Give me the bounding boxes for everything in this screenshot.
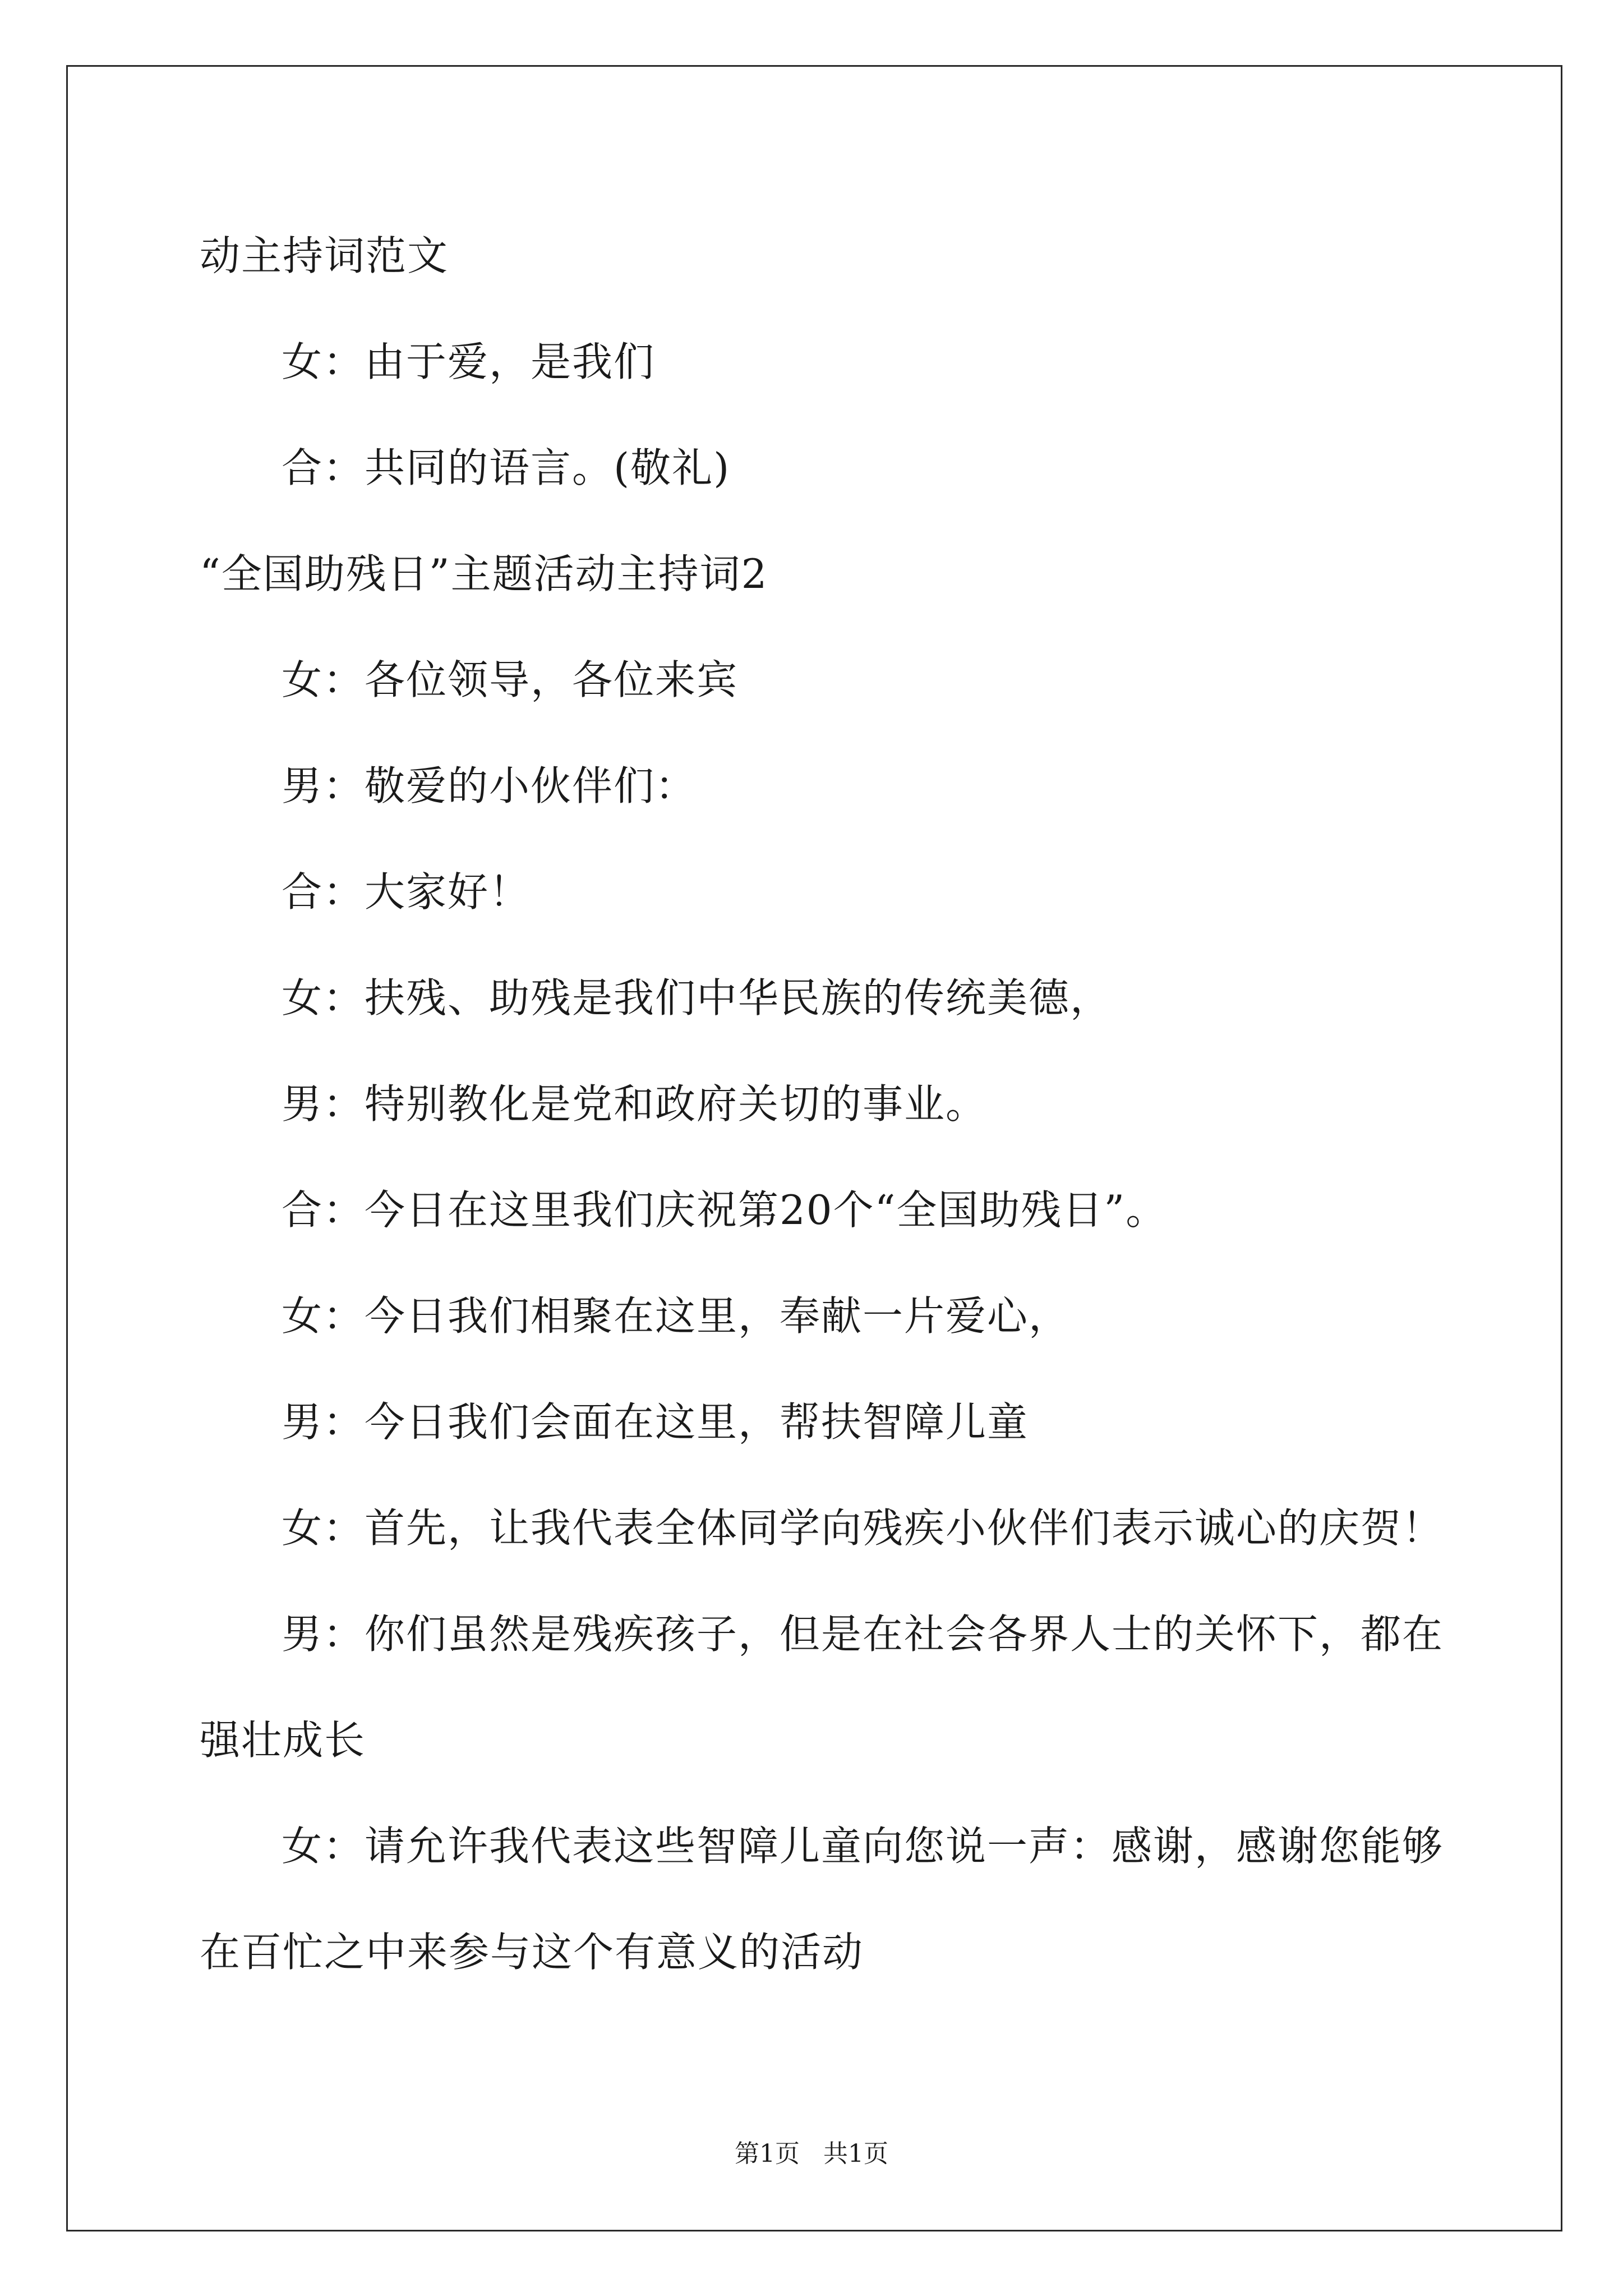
text-line: 男：敬爱的小伙伴们： — [282, 762, 697, 809]
text-line: 女：今日我们相聚在这里，奉献一片爱心， — [282, 1292, 1071, 1340]
text-line: 女：扶残、助残是我们中华民族的传统美德， — [282, 974, 1112, 1022]
text-line: 男：你们虽然是残疾孩子，但是在社会各界人士的关怀下，都在 — [282, 1611, 1444, 1658]
text-line: 男：特别教化是党和政府关切的事业。 — [282, 1080, 988, 1128]
text-line: 男：今日我们会面在这里，帮扶智障儿童 — [282, 1398, 1029, 1446]
text-line: 动主持词范文 — [200, 232, 449, 279]
text-line: 强壮成长 — [200, 1717, 366, 1764]
text-line: 女：由于爱，是我们 — [282, 338, 656, 385]
section-heading: “全国助残日”主题活动主持词2 — [200, 550, 768, 597]
text-line: 女：首先，让我代表全体同学向残疾小伙伴们表示诚心的庆贺！ — [282, 1504, 1444, 1552]
document-body — [200, 203, 1444, 2005]
page-footer: 第1页 共1页 — [735, 2139, 888, 2168]
text-line: 女：请允许我代表这些智障儿童向您说一声：感谢，感谢您能够 — [282, 1823, 1444, 1870]
text-line: 女：各位领导，各位来宾 — [282, 656, 739, 703]
text-line: 在百忙之中来参与这个有意义的活动 — [200, 1929, 864, 1976]
text-line: 合：共同的语言。(敬礼) — [282, 444, 731, 491]
text-line: 合：今日在这里我们庆祝第20个“全国助残日”。 — [282, 1186, 1168, 1234]
text-line: 合：大家好！ — [282, 868, 531, 915]
